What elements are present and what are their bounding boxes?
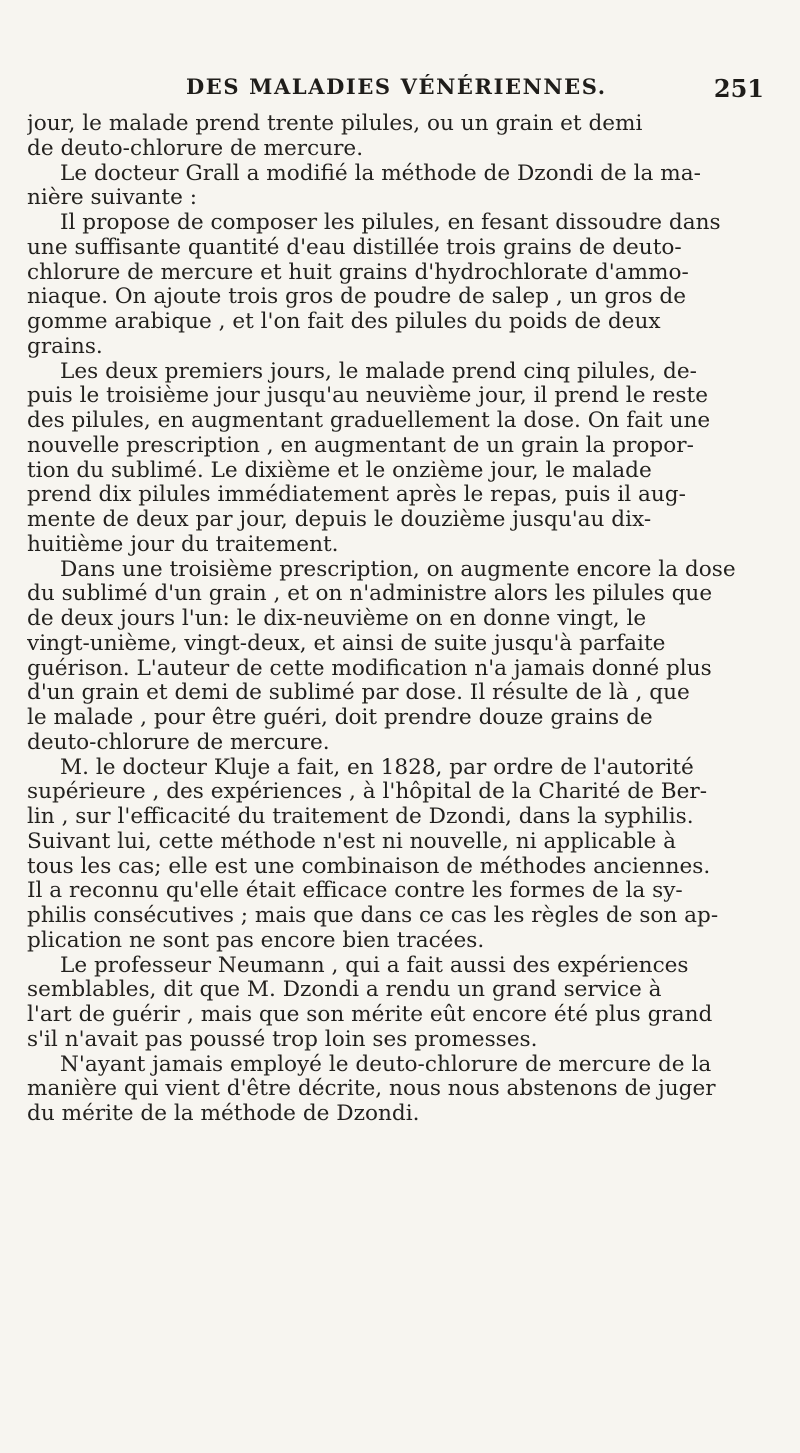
text-line: niaque. On ajoute trois gros de poudre de salep , un gros de bbox=[27, 285, 687, 310]
text-line: Il propose de composer les pilules, en fesant dissoudre dans bbox=[60, 211, 721, 235]
text-line: philis consécutives ; mais que dans ce cas les règles de son ap- bbox=[27, 904, 719, 928]
text-line: de deuto-chlorure de mercure. bbox=[27, 136, 364, 161]
text-line: tion du sublimé. Le dixième et le onzième jour, le malade bbox=[27, 458, 652, 483]
text-line: des pilules, en augmentant graduellement la dose. On fait une bbox=[27, 409, 711, 433]
text-line: Le professeur Neumann , qui a fait aussi des expériences bbox=[60, 953, 689, 978]
text-line: une suffisante quantité d'eau distillée trois grains de deuto- bbox=[27, 235, 682, 260]
text-line: Dans une troisième prescription, on augmente encore la dose bbox=[60, 557, 736, 582]
text-line: de deux jours l'un: le dix-neuvième on en donne vingt, le bbox=[27, 607, 647, 631]
text-line: du mérite de la méthode de Dzondi. bbox=[27, 1102, 420, 1126]
text-line: Le docteur Grall a modifié la méthode de Dzondi de la ma- bbox=[60, 161, 701, 186]
text-line: vingt-unième, vingt-deux, et ainsi de suite jusqu'à parfaite bbox=[27, 631, 666, 656]
text-line: Suivant lui, cette méthode n'est ni nouvelle, ni applicable à bbox=[27, 829, 677, 854]
running-title: DES MALADIES VÉNÉRIENNES. bbox=[186, 74, 607, 99]
text-line: du sublimé d'un grain , et on n'administre alors les pilules que bbox=[27, 582, 713, 607]
text-line: manière qui vient d'être décrite, nous nous abstenons de juger bbox=[27, 1077, 716, 1102]
page-header bbox=[134, 74, 764, 108]
text-line: s'il n'avait pas poussé trop loin ses promesses. bbox=[27, 1027, 538, 1052]
text-line: nouvelle prescription , en augmentant de un grain la propor- bbox=[27, 433, 694, 458]
text-line: tous les cas; elle est une combinaison de méthodes anciennes. bbox=[27, 854, 711, 879]
page-body-text bbox=[27, 112, 765, 1127]
text-line: grains. bbox=[27, 334, 103, 359]
text-line: d'un grain et demi de sublimé par dose. Il résulte de là , que bbox=[27, 681, 690, 706]
text-line: M. le docteur Kluje a fait, en 1828, par ordre de l'autorité bbox=[60, 755, 694, 780]
text-line: prend dix pilules immédiatement après le repas, puis il aug- bbox=[27, 483, 686, 508]
text-line: lin , sur l'efficacité du traitement de Dzondi, dans la syphilis. bbox=[27, 805, 694, 829]
text-line: l'art de guérir , mais que son mérite eût encore été plus grand bbox=[27, 1003, 713, 1027]
page-number: 251 bbox=[713, 74, 764, 103]
text-line: huitième jour du traitement. bbox=[27, 532, 339, 557]
text-line: N'ayant jamais employé le deuto-chlorure de mercure de la bbox=[60, 1052, 712, 1077]
text-line: puis le troisième jour jusqu'au neuvième jour, il prend le reste bbox=[27, 384, 708, 409]
text-line: plication ne sont pas encore bien tracées. bbox=[27, 928, 485, 953]
text-line: deuto-chlorure de mercure. bbox=[27, 730, 330, 755]
text-line: gomme arabique , et l'on fait des pilules du poids de deux bbox=[27, 310, 661, 334]
text-line: supérieure , des expériences , à l'hôpital de la Charité de Ber- bbox=[27, 780, 708, 805]
text-line: jour, le malade prend trente pilules, ou un grain et demi bbox=[27, 112, 643, 136]
text-line: semblables, dit que M. Dzondi a rendu un grand service à bbox=[27, 978, 662, 1003]
text-line: Il a reconnu qu'elle était efficace contre les formes de la sy- bbox=[27, 879, 683, 904]
text-line: Les deux premiers jours, le malade prend cinq pilules, de- bbox=[60, 359, 697, 384]
text-line: chlorure de mercure et huit grains d'hydrochlorate d'ammo- bbox=[27, 260, 689, 285]
text-line: nière suivante : bbox=[27, 186, 198, 211]
text-line: mente de deux par jour, depuis le douzième jusqu'au dix- bbox=[27, 508, 652, 532]
text-line: le malade , pour être guéri, doit prendre douze grains de bbox=[27, 706, 653, 730]
text-line: guérison. L'auteur de cette modification n'a jamais donné plus bbox=[27, 656, 712, 681]
